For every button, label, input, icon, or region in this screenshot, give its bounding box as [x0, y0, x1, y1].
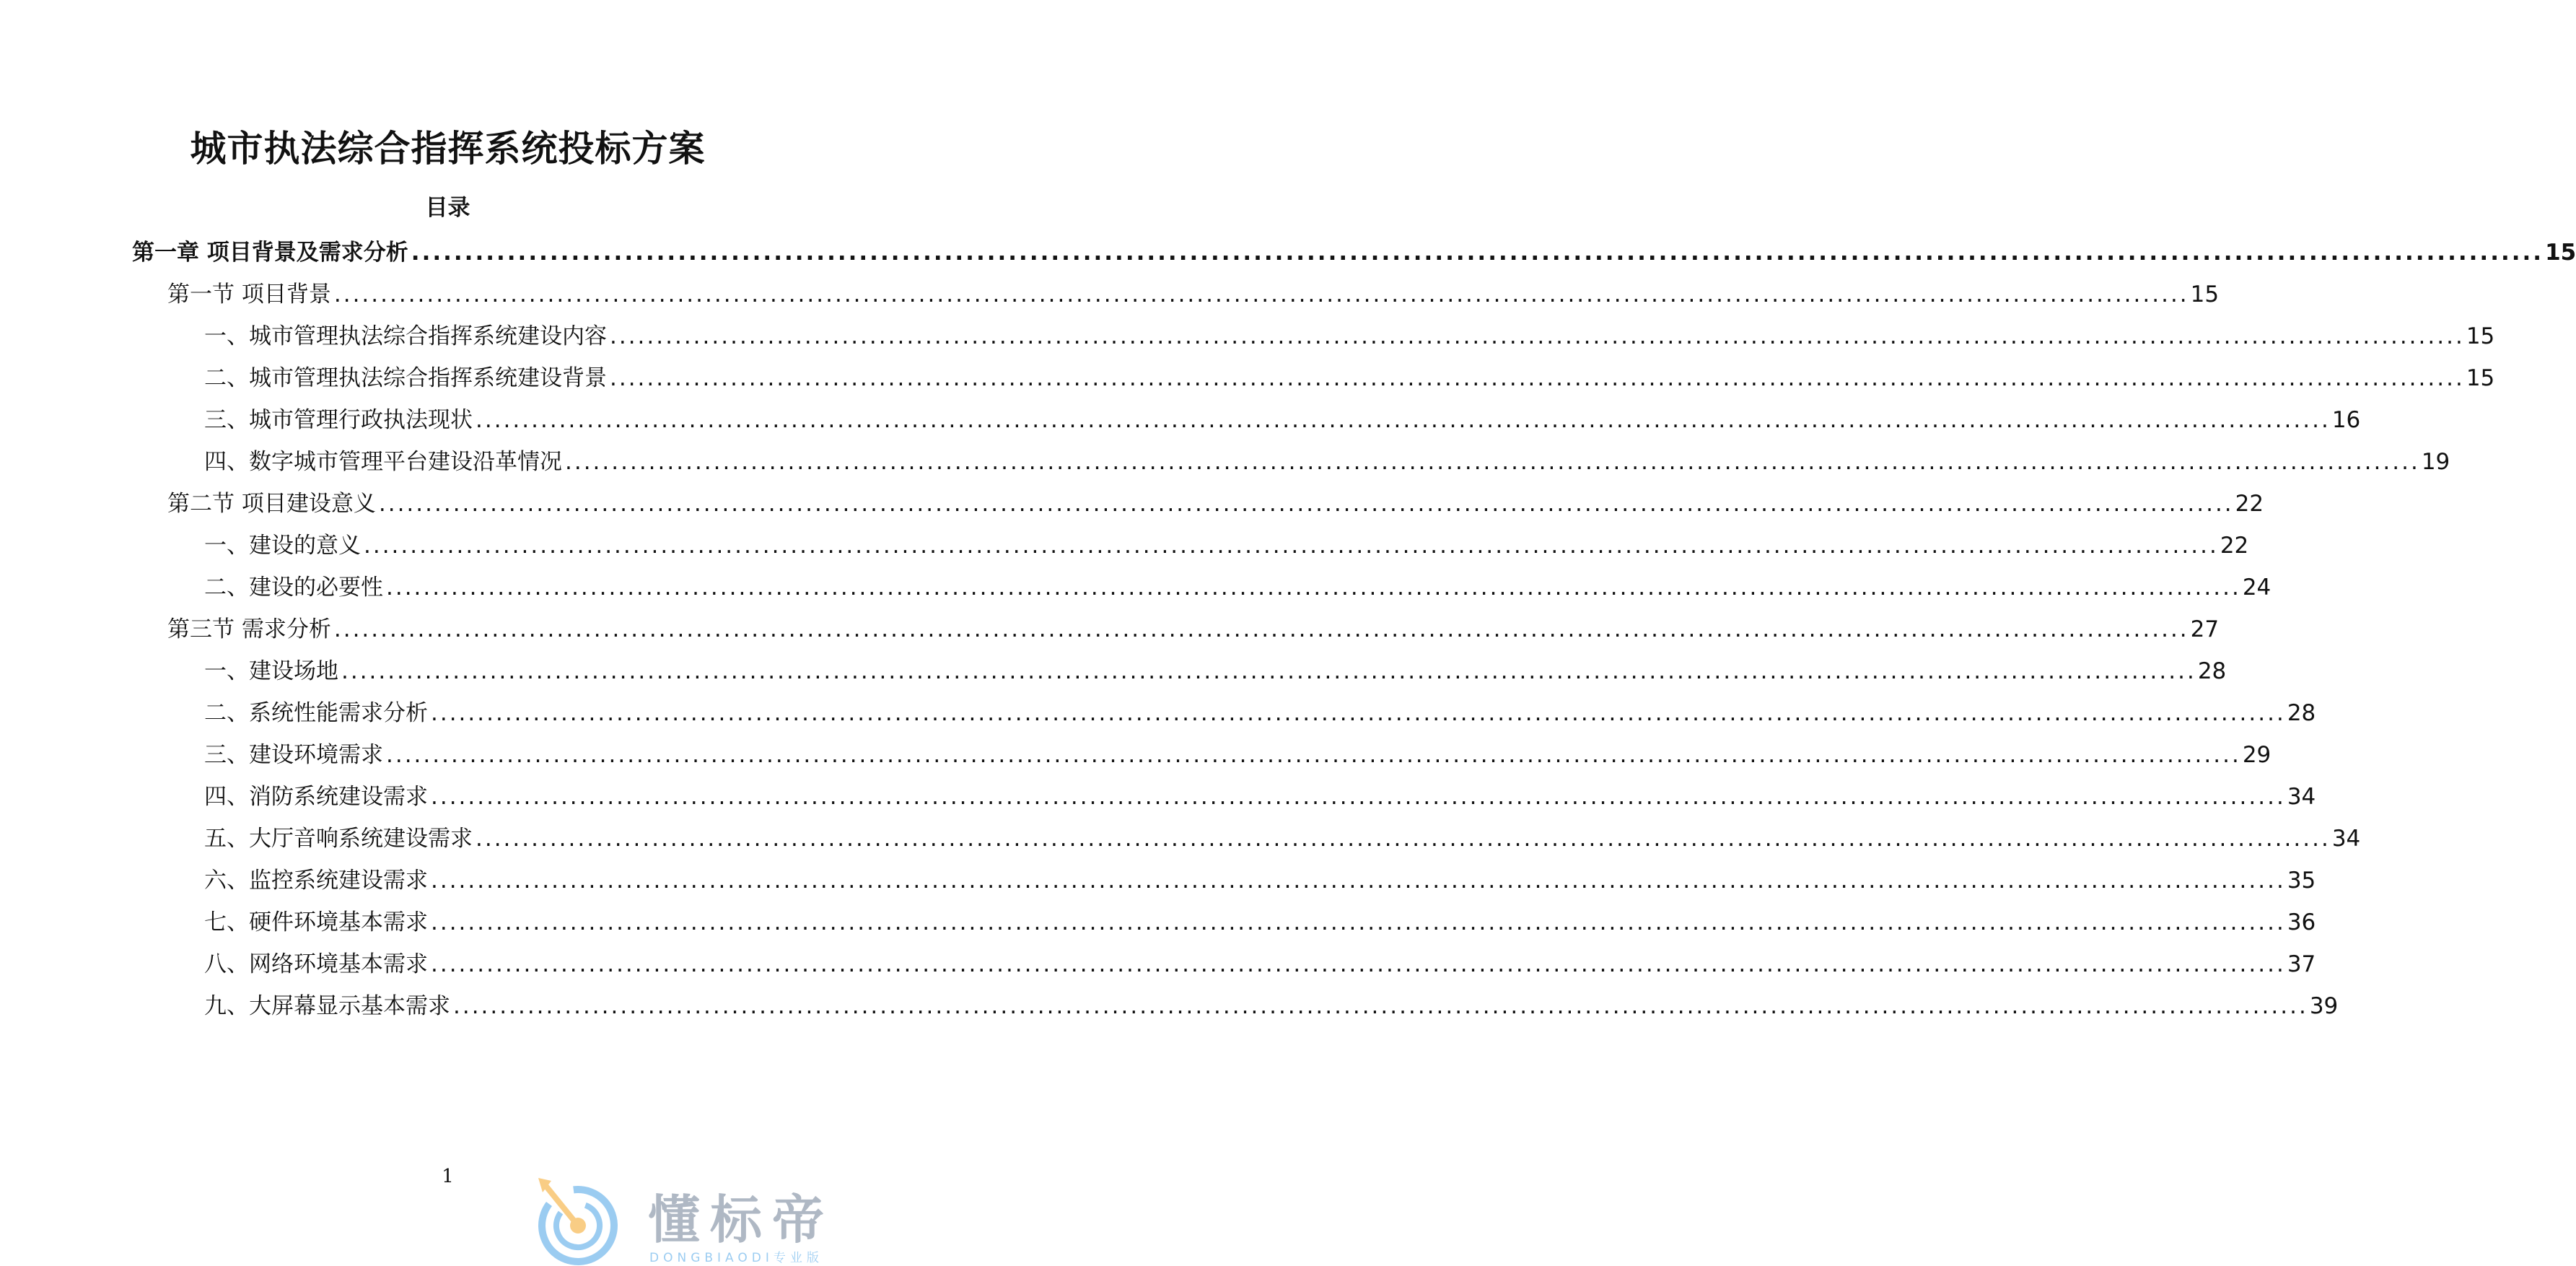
toc-leader-dots: ........................................................................................................................................................................................................	[610, 365, 2465, 391]
toc-entry-title: 第二节 项目建设意义	[167, 491, 376, 517]
toc-entry[interactable]	[204, 406, 2361, 435]
toc-entry-page: 15	[2545, 240, 2576, 266]
toc-leader-dots: ........................................................................................................................................................................................................	[411, 240, 2544, 266]
toc-entry-page: 19	[2421, 449, 2450, 475]
toc-entry-title: 四、消防系统建设需求	[204, 784, 428, 810]
toc-leader-dots: ........................................................................................................................................................................................................	[378, 491, 2234, 517]
toc-entry-title: 九、大屏幕显示基本需求	[204, 993, 450, 1019]
toc-entry[interactable]	[167, 489, 2264, 518]
toc-leader-dots: ........................................................................................................................................................................................................	[565, 449, 2420, 475]
toc-entry[interactable]	[204, 866, 2316, 895]
toc-entry-title: 四、数字城市管理平台建设沿革情况	[204, 449, 562, 475]
toc-leader-dots: ........................................................................................................................................................................................................	[431, 784, 2286, 810]
document-title: 城市执法综合指挥系统投标方案	[190, 128, 706, 170]
toc-entry[interactable]	[132, 238, 2576, 267]
toc-entry-page: 16	[2331, 407, 2361, 433]
toc-entry-page: 34	[2331, 826, 2361, 852]
toc-entry-page: 22	[2235, 491, 2264, 517]
toc-entry-page: 15	[2190, 281, 2220, 307]
toc-entry[interactable]	[167, 280, 2220, 309]
toc-entry[interactable]	[204, 699, 2316, 728]
toc-entry-page: 39	[2309, 993, 2339, 1019]
toc-leader-dots: ........................................................................................................................................................................................................	[476, 826, 2331, 852]
target-arrow-icon	[534, 1178, 622, 1266]
toc-leader-dots: ........................................................................................................................................................................................................	[610, 323, 2465, 349]
toc-leader-dots: ........................................................................................................................................................................................................	[341, 658, 2196, 684]
toc-entry-page: 35	[2287, 868, 2316, 894]
toc-entry-title: 五、大厅音响系统建设需求	[204, 826, 473, 852]
toc-entry-title: 三、城市管理行政执法现状	[204, 407, 473, 433]
toc-entry-title: 七、硬件环境基本需求	[204, 909, 428, 935]
toc-entry-title: 第一节 项目背景	[167, 281, 331, 307]
page-number: 1	[442, 1166, 454, 1187]
toc-entry-page: 37	[2287, 951, 2316, 977]
watermark-brand: 懂标帝	[648, 1189, 835, 1250]
toc-entry-page: 15	[2466, 365, 2495, 391]
toc-entry-page: 34	[2287, 784, 2316, 810]
toc-leader-dots: ........................................................................................................................................................................................................	[333, 616, 2189, 642]
toc-entry-page: 24	[2242, 575, 2271, 601]
toc-entry[interactable]	[204, 448, 2450, 476]
toc-leader-dots: ........................................................................................................................................................................................................	[333, 281, 2189, 307]
toc-entry-title: 八、网络环境基本需求	[204, 951, 428, 977]
toc-entry-page: 27	[2190, 616, 2220, 642]
toc-entry[interactable]	[204, 364, 2495, 393]
toc-entry[interactable]	[204, 992, 2339, 1021]
toc-leader-dots: ........................................................................................................................................................................................................	[431, 700, 2286, 726]
toc-entry-page: 29	[2242, 742, 2271, 768]
toc-entry[interactable]	[204, 908, 2316, 937]
toc-entry[interactable]	[204, 322, 2495, 351]
toc-leader-dots: ........................................................................................................................................................................................................	[431, 868, 2286, 894]
toc-entry-title: 一、建设的意义	[204, 533, 361, 559]
toc-entry-page: 22	[2220, 533, 2249, 559]
watermark-subtitle: DONGBIAODI专业版	[649, 1251, 823, 1265]
toc-leader-dots: ........................................................................................................................................................................................................	[476, 407, 2331, 433]
toc-entry-title: 一、建设场地	[204, 658, 338, 684]
toc-entry[interactable]	[204, 782, 2316, 811]
toc-leader-dots: ........................................................................................................................................................................................................	[386, 742, 2241, 768]
toc-entry-title: 第一章 项目背景及需求分析	[132, 240, 408, 266]
toc-entry-page: 15	[2466, 323, 2495, 349]
toc-entry[interactable]	[204, 573, 2271, 602]
toc-leader-dots: ........................................................................................................................................................................................................	[453, 993, 2308, 1019]
watermark	[534, 1178, 880, 1266]
toc-entry[interactable]	[204, 741, 2271, 769]
toc-entry-title: 三、建设环境需求	[204, 742, 383, 768]
toc-leader-dots: ........................................................................................................................................................................................................	[364, 533, 2219, 559]
toc-entry[interactable]	[204, 531, 2249, 560]
toc-entry[interactable]	[204, 657, 2227, 686]
toc-entry-page: 28	[2197, 658, 2227, 684]
toc-entry-title: 二、城市管理执法综合指挥系统建设背景	[204, 365, 607, 391]
toc-entry-title: 一、城市管理执法综合指挥系统建设内容	[204, 323, 607, 349]
toc-entry-title: 第三节 需求分析	[167, 616, 331, 642]
toc-entry-title: 二、系统性能需求分析	[204, 700, 428, 726]
toc-leader-dots: ........................................................................................................................................................................................................	[386, 575, 2241, 601]
toc-entry[interactable]	[204, 824, 2361, 853]
toc-entry-page: 36	[2287, 909, 2316, 935]
toc-entry-page: 28	[2287, 700, 2316, 726]
toc-entry[interactable]	[167, 615, 2220, 644]
toc-leader-dots: ........................................................................................................................................................................................................	[431, 951, 2286, 977]
toc-heading: 目录	[425, 195, 470, 221]
toc-entry-title: 六、监控系统建设需求	[204, 868, 428, 894]
toc-leader-dots: ........................................................................................................................................................................................................	[431, 909, 2286, 935]
toc-entry-title: 二、建设的必要性	[204, 575, 383, 601]
toc-entry[interactable]	[204, 950, 2316, 979]
